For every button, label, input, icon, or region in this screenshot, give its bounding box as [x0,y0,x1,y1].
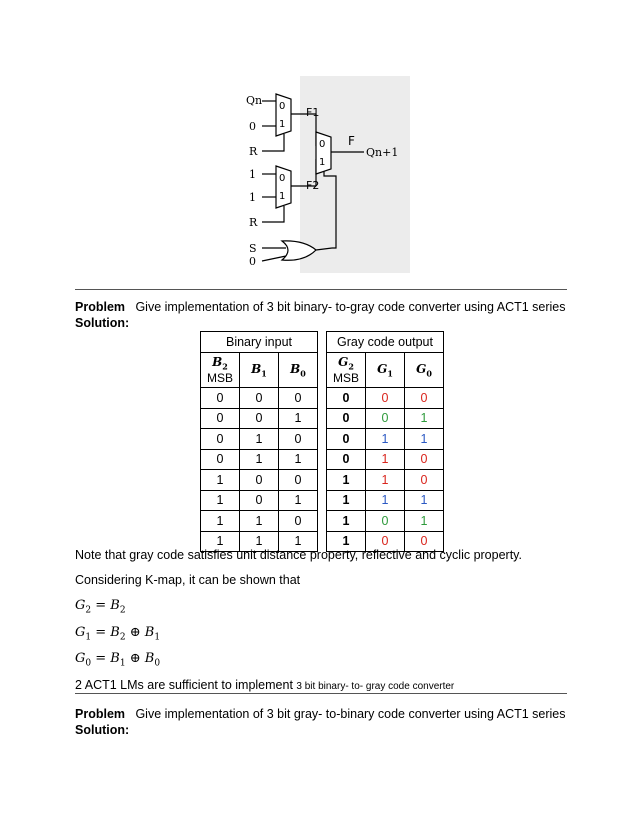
mux3-sel1: 1 [319,157,326,168]
table-row [201,429,444,450]
gray-cell: 1 [405,490,444,511]
binary-cell: 0 [201,388,240,409]
gray-cell: 0 [327,388,366,409]
gray-header-2 [405,353,444,388]
binary-cell: 0 [240,388,279,409]
binary-header-0 [201,353,240,388]
gray-cell: 1 [327,490,366,511]
input-label-a1: 0 [249,120,256,133]
gray-cell: 0 [366,531,405,552]
gray-header-1 [366,353,405,388]
problem1-solution: Solution: [75,316,130,330]
binary-cell: 1 [240,511,279,532]
binary-cell: 0 [240,408,279,429]
binary-header-2 [279,353,318,388]
binary-cell: 1 [279,531,318,552]
problem2 [75,707,566,721]
gray-header-symbol: $G_1$ [377,361,393,379]
equation-g1: $G_1 = B_2$ ⊕ $B_1$ [75,625,161,643]
header-binary-input: Binary input [201,332,318,353]
binary-cell: 0 [201,408,240,429]
table-row [201,490,444,511]
note-properties: Note that gray code satisfies unit distance property, reflective and cyclic property. [75,548,522,562]
problem1-label: Problem [75,300,126,314]
label-f1: F1 [306,106,320,119]
problem2-solution: Solution: [75,723,130,737]
table-row [201,408,444,429]
input-label-s0: 0 [249,255,256,268]
gray-cell: 0 [327,449,366,470]
gray-cell: 0 [405,388,444,409]
binary-cell: 0 [279,511,318,532]
binary-header-1 [240,353,279,388]
input-label-sb: R [249,216,258,229]
gray-header-0 [327,353,366,388]
output-label: Qn+1 [366,146,399,159]
gray-cell: 1 [366,490,405,511]
binary-cell: 0 [279,388,318,409]
binary-cell: 1 [201,470,240,491]
gray-cell: 1 [366,429,405,450]
gray-cell: 1 [405,408,444,429]
mux2-sel1: 1 [279,191,286,202]
gray-header-symbol: $G_0$ [416,361,432,379]
mux3-sel0: 0 [319,139,326,150]
msb-note: MSB [332,371,359,386]
table-row [201,470,444,491]
binary-cell: 1 [279,449,318,470]
binary-cell: 1 [201,531,240,552]
gray-cell: 1 [405,429,444,450]
binary-cell: 1 [279,408,318,429]
gray-cell: 1 [327,470,366,491]
gray-cell: 1 [366,470,405,491]
binary-cell: 0 [240,490,279,511]
binary-cell: 0 [240,470,279,491]
table-row [201,511,444,532]
gray-cell: 0 [366,511,405,532]
gray-cell: 0 [405,449,444,470]
input-label-b0: 1 [249,168,256,181]
conclusion-main: 2 ACT1 LMs are sufficient to implement [75,678,293,692]
gray-cell: 1 [366,449,405,470]
label-f2: F2 [306,179,320,192]
binary-cell: 1 [240,531,279,552]
binary-cell: 0 [279,470,318,491]
input-label-sa: R [249,145,258,158]
input-label-s: S [249,242,257,255]
binary-header-symbol: $B_2$ [212,354,228,372]
problem1-text: Give implementation of 3 bit binary- to-gray code converter using ACT1 series [135,300,566,314]
truth-table [200,331,444,552]
label-f: F [348,134,355,148]
problem1 [75,300,566,314]
divider-bottom [75,693,567,694]
gray-cell: 0 [405,470,444,491]
mux2-sel0: 0 [279,173,286,184]
gray-cell: 1 [405,511,444,532]
problem2-text: Give implementation of 3 bit gray- to-binary code converter using ACT1 series [135,707,566,721]
binary-cell: 0 [201,449,240,470]
mux1-sel0: 0 [279,101,286,112]
conclusion [75,678,454,692]
binary-cell: 0 [279,429,318,450]
table-row [201,449,444,470]
input-label-b1: 1 [249,191,256,204]
binary-cell: 1 [240,449,279,470]
conclusion-small: 3 bit binary- to- gray code converter [296,681,455,692]
equation-g2: $G_2 = B_2$ [75,598,126,616]
gray-header-symbol: $G_2$ [338,354,354,372]
header-gray-output: Gray code output [327,332,444,353]
gray-cell: 0 [366,408,405,429]
binary-cell: 1 [240,429,279,450]
input-label-qn: Qn [246,94,263,107]
problem2-label: Problem [75,707,126,721]
note-kmap: Considering K-map, it can be shown that [75,573,301,587]
mux1-sel1: 1 [279,119,286,130]
gray-cell: 0 [366,388,405,409]
msb-note: MSB [206,371,233,386]
gray-cell: 0 [327,408,366,429]
binary-cell: 1 [201,511,240,532]
binary-cell: 1 [279,490,318,511]
act1-circuit-diagram [240,76,440,276]
binary-header-symbol: $B_1$ [251,361,267,379]
gray-cell: 1 [327,511,366,532]
table-row [201,388,444,409]
gray-cell: 0 [405,531,444,552]
binary-cell: 1 [201,490,240,511]
binary-cell: 0 [201,429,240,450]
divider-top [75,289,567,290]
equation-g0: $G_0 = B_1$ ⊕ $B_0$ [75,651,161,669]
gray-cell: 1 [327,531,366,552]
gray-cell: 0 [327,429,366,450]
binary-header-symbol: $B_0$ [290,361,306,379]
